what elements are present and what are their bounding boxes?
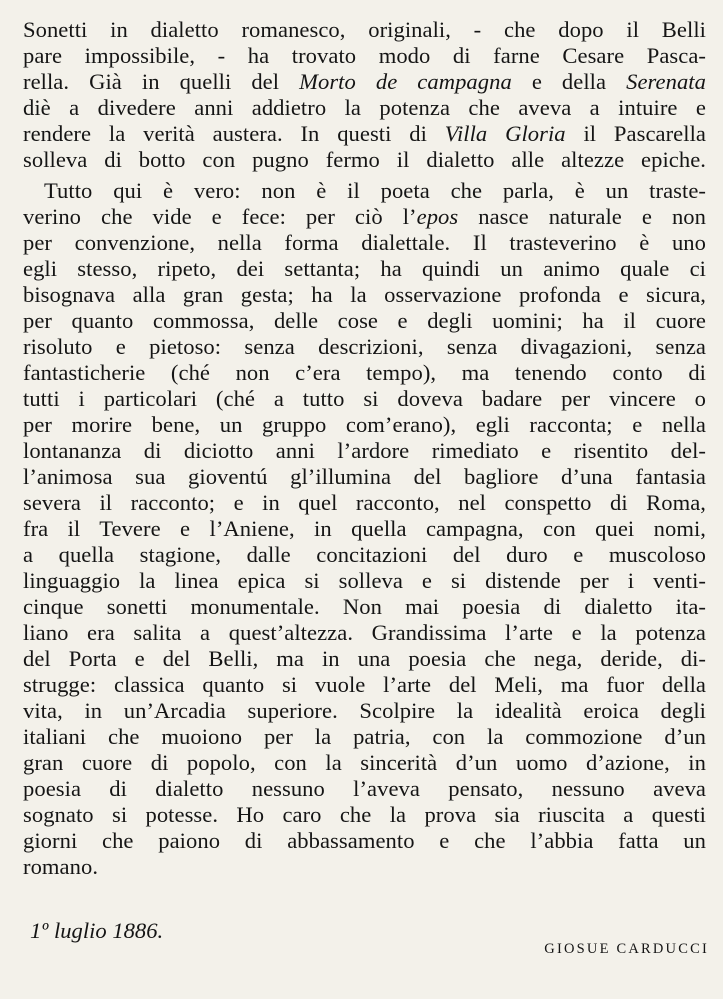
text-line: per quanto commossa, delle cose e degli uomini; ha il cuore [23, 308, 706, 333]
text-line: l’animosa sua gioventú gl’illumina del bagliore d’una fantasia [23, 464, 706, 489]
text-line: del Porta e del Belli, ma in una poesia che nega, deride, di- [23, 646, 706, 671]
text-line: rendere la verità austera. In questi di Villa Gloria il Pascarella [23, 121, 706, 146]
text-line: italiani che muoiono per la patria, con la commozione d’un [23, 724, 706, 749]
text-line: pare impossibile, - ha trovato modo di farne Cesare Pasca- [23, 43, 706, 68]
text-line: Tutto qui è vero: non è il poeta che parla, è un traste- [44, 178, 706, 203]
text-line: severa il racconto; e in quel racconto, nel conspetto di Roma, [23, 490, 706, 515]
text-line: vita, in un’Arcadia superiore. Scolpire la idealità eroica degli [23, 698, 706, 723]
document-date: 1º luglio 1886. [30, 918, 164, 943]
text-line: a quella stagione, dalle concitazioni del duro e muscoloso [23, 542, 706, 567]
text-line: liano era salita a quest’altezza. Grandissima l’arte e la potenza [23, 620, 706, 645]
text-line: per morire bene, un gruppo com’erano), egli racconta; e nella [23, 412, 706, 437]
text-line: rella. Già in quelli del Morto de campagna e della Serenata [23, 69, 706, 94]
text-line: cinque sonetti monumentale. Non mai poesia di dialetto ita- [23, 594, 706, 619]
text-line: poesia di dialetto nessuno l’aveva pensato, nessuno aveva [23, 776, 706, 801]
text-line: giorni che paiono di abbassamento e che l’abbia fatta un [23, 828, 706, 853]
text-line: gran cuore di popolo, con la sincerità d’un uomo d’azione, in [23, 750, 706, 775]
text-line: per convenzione, nella forma dialettale. Il trasteverino è uno [23, 230, 706, 255]
text-line: romano. [23, 854, 99, 879]
author-signature: GIOSUE CARDUCCI [544, 941, 709, 957]
text-line: solleva di botto con pugno fermo il dialetto alle altezze epiche. [23, 147, 706, 172]
text-line: strugge: classica quanto si vuole l’arte del Meli, ma fuor della [23, 672, 706, 697]
text-line: linguaggio la linea epica si solleva e si distende per i venti- [23, 568, 706, 593]
text-line: bisognava alla gran gesta; ha la osservazione profonda e sicura, [23, 282, 706, 307]
text-line: verino che vide e fece: per ciò l’epos nasce naturale e non [23, 204, 706, 229]
text-line: tutti i particolari (ché a tutto si doveva badare per vincere o [23, 386, 706, 411]
text-line: egli stesso, ripeto, dei settanta; ha quindi un animo quale ci [23, 256, 706, 281]
text-line: risoluto e pietoso: senza descrizioni, senza divagazioni, senza [23, 334, 706, 359]
text-line: fra il Tevere e l’Aniene, in quella campagna, con quei nomi, [23, 516, 706, 541]
text-line: lontananza di diciotto anni l’ardore rimediato e risentito del- [23, 438, 706, 463]
text-line: sognato si potesse. Ho caro che la prova sia riuscita a questi [23, 802, 706, 827]
text-line: diè a divedere anni addietro la potenza che aveva a intuire e [23, 95, 706, 120]
text-line: fantasticherie (ché non c’era tempo), ma tenendo conto di [23, 360, 706, 385]
text-line: Sonetti in dialetto romanesco, originali, - che dopo il Belli [23, 17, 706, 42]
